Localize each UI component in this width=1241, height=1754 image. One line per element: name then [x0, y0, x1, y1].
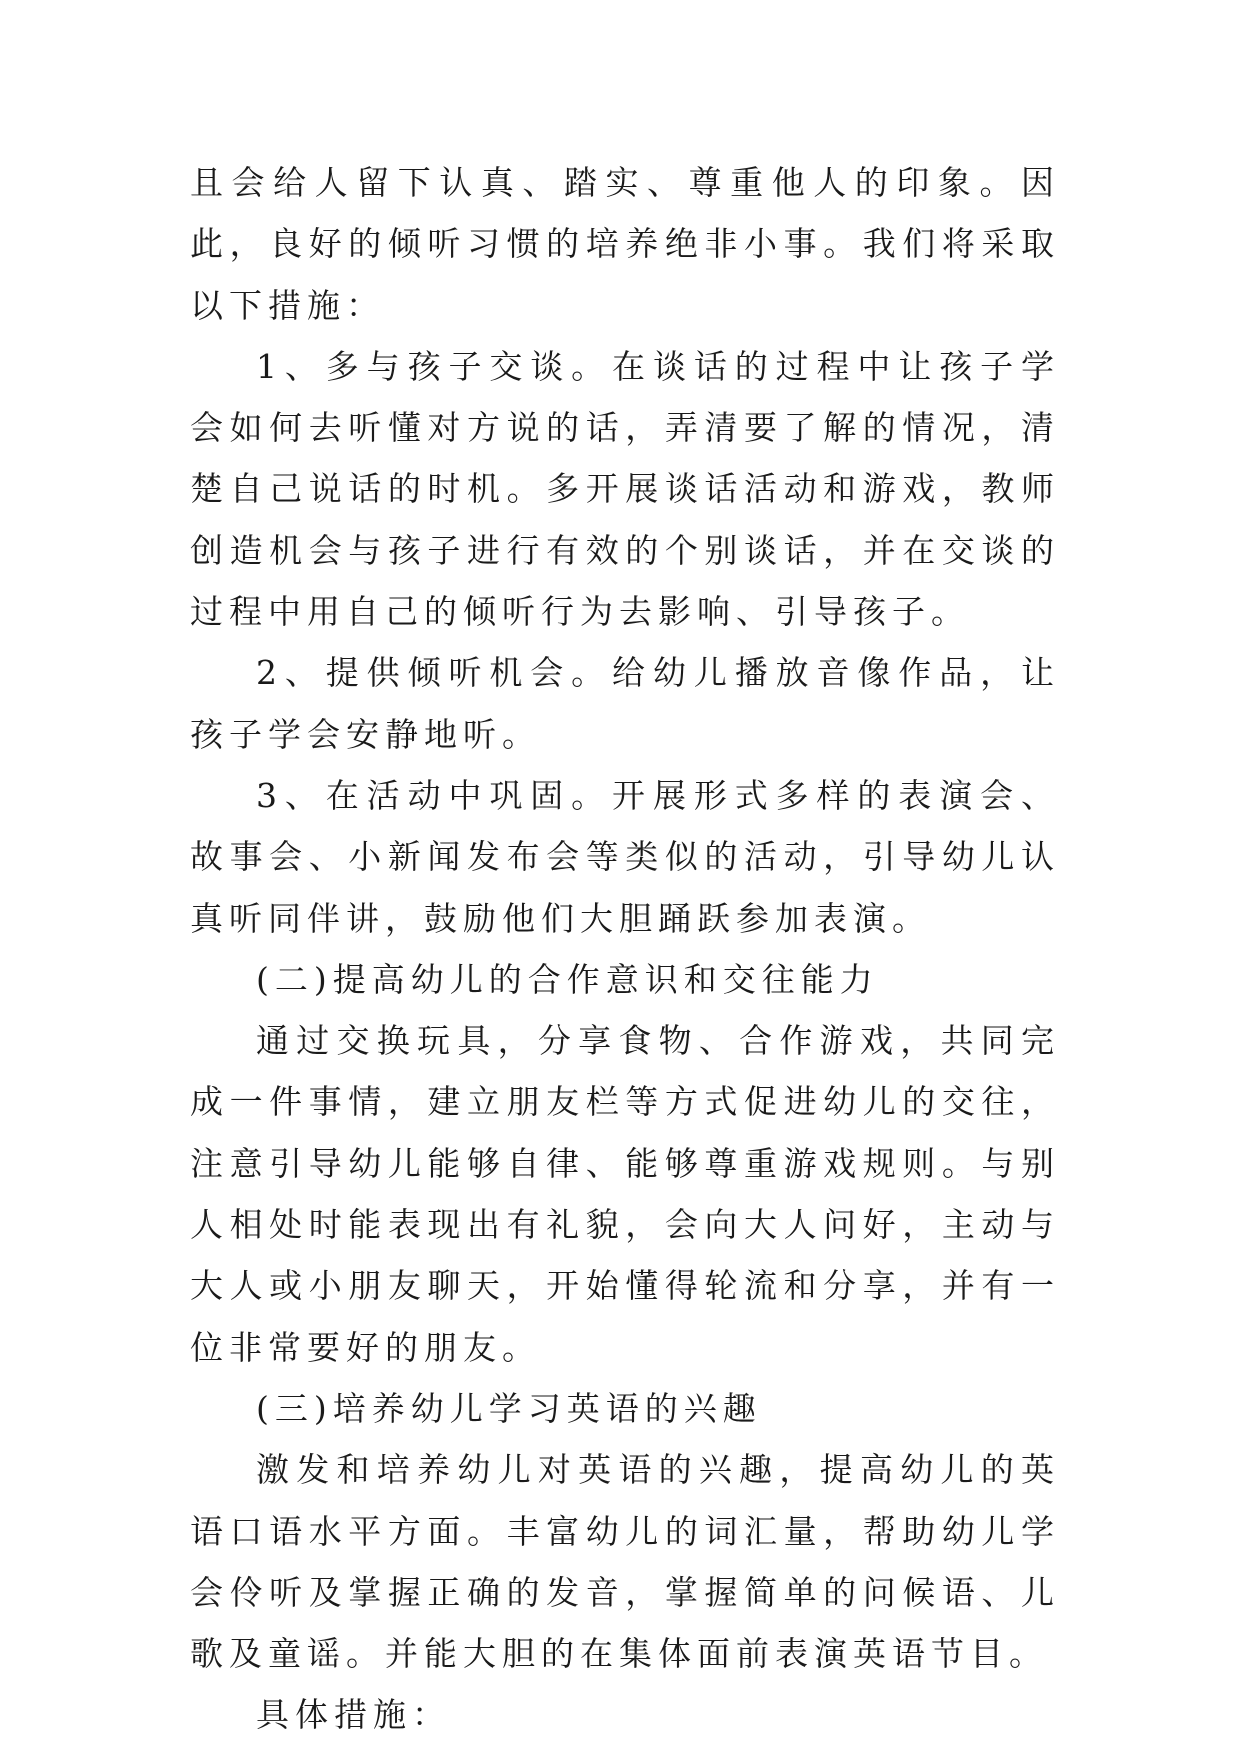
paragraph-specific-measures: 具体措施： [256, 1695, 451, 1735]
paragraph-measure-2: 2、提供倾听机会。给幼儿播放音像作品，让孩子学会安静地听。 [190, 653, 1060, 754]
paragraph-english-body: 激发和培养幼儿对英语的兴趣，提高幼儿的英语口语水平方面。丰富幼儿的词汇量，帮助幼儿学会伶听及掌握正确的发音，掌握简单的问候语、儿歌及童谣。并能大胆的在集体面前表演英语节目。 [190, 1450, 1060, 1674]
document-body [190, 152, 1060, 1746]
section-heading-cooperation: (二)提高幼儿的合作意识和交往能力 [256, 959, 879, 999]
section-heading-english: (三)培养幼儿学习英语的兴趣 [256, 1388, 762, 1428]
paragraph-intro-continuation: 且会给人留下认真、踏实、尊重他人的印象。因此，良好的倾听习惯的培养绝非小事。我们将采取以下措施： [190, 163, 1060, 325]
paragraph-measure-1: 1、多与孩子交谈。在谈话的过程中让孩子学会如何去听懂对方说的话，弄清要了解的情况，清楚自己说话的时机。多开展谈话活动和游戏，教师创造机会与孩子进行有效的个别谈话，并在交谈的过程中用自己的倾听行为去影响、引导孩子。 [190, 346, 1060, 632]
paragraph-cooperation-body: 通过交换玩具，分享食物、合作游戏，共同完成一件事情，建立朋友栏等方式促进幼儿的交往，注意引导幼儿能够自律、能够尊重游戏规则。与别人相处时能表现出有礼貌，会向大人问好，主动与大人或小朋友聊天，开始懂得轮流和分享，并有一位非常要好的朋友。 [190, 1021, 1060, 1367]
paragraph-measure-3: 3、在活动中巩固。开展形式多样的表演会、故事会、小新闻发布会等类似的活动，引导幼儿认真听同伴讲，鼓励他们大胆踊跃参加表演。 [190, 775, 1060, 938]
